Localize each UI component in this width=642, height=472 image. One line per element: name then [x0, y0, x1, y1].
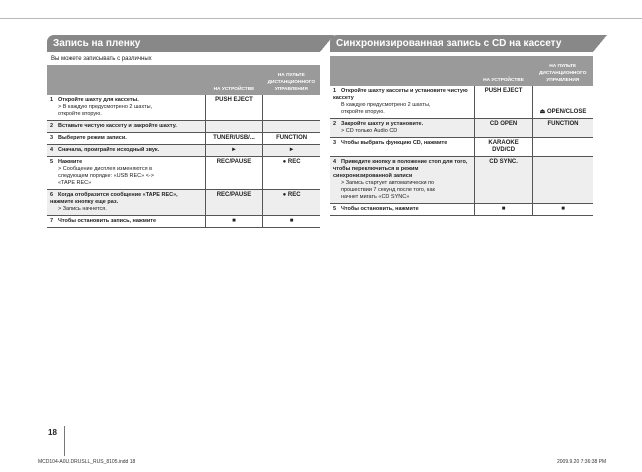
header-tail [593, 35, 607, 52]
table-row [47, 145, 320, 157]
stop-icon: ■ [475, 204, 533, 216]
step-desc [47, 157, 205, 190]
remote-button [533, 157, 594, 204]
table-row [47, 133, 320, 145]
device-button: TUNER/USB/... [205, 133, 262, 145]
section-title-text: Синхронизированная запись с CD на кассету [336, 38, 562, 49]
step-desc [330, 138, 475, 157]
step-desc [330, 86, 475, 119]
top-rule [0, 18, 642, 19]
table-row [47, 216, 320, 228]
step-text: Приведите кнопку в положение стоп для того, чтобы переключиться в режим синхронизированной записи [333, 159, 468, 179]
step-number: 1 [333, 88, 337, 94]
instruction-table [330, 56, 593, 216]
step-desc [330, 157, 475, 204]
device-button: KARAOKE DVD/CD [475, 138, 533, 157]
step-note: > В каждую предусмотрено 2 шахты, [58, 104, 153, 110]
remote-button [533, 138, 594, 157]
col-remote: НА ПУЛЬТЕ ДИСТАНЦИОННОГО УПРАВЛЕНИЯ [263, 65, 320, 95]
remote-button [263, 95, 320, 121]
remote-button: ● REC [263, 190, 320, 216]
step-number: 4 [50, 147, 54, 153]
device-button: PUSH EJECT [205, 95, 262, 121]
step-number: 5 [50, 159, 54, 165]
step-number: 3 [333, 140, 337, 146]
step-desc [330, 119, 475, 138]
remote-button: ● REC [263, 157, 320, 190]
file-info: MCD104-A0U.DRUSLL_RUS_8105.indd 18 [38, 459, 136, 465]
device-button: REC/PAUSE [205, 190, 262, 216]
step-desc [330, 204, 475, 216]
table-row [330, 86, 593, 119]
header-blank [330, 56, 475, 86]
device-button [205, 121, 262, 133]
column-header-row [330, 56, 593, 86]
step-text: Чтобы остановить запись, нажмите [58, 218, 157, 224]
step-desc [47, 216, 205, 228]
remote-button [263, 121, 320, 133]
step-desc [47, 145, 205, 157]
step-number: 1 [50, 97, 54, 103]
step-text: Чтобы остановить, нажмите [341, 206, 419, 212]
header-blank [47, 65, 205, 95]
section-title-text: Запись на пленку [53, 38, 141, 49]
section-title [330, 35, 593, 52]
step-note: > Запись начнется. [58, 206, 107, 212]
page-divider [64, 426, 65, 456]
col-device: НА УСТРОЙСТВЕ [205, 65, 262, 95]
stop-icon: ■ [533, 204, 594, 216]
step-note: начнет мигать «CD SYNC» [341, 194, 410, 200]
device-button: PUSH EJECT [475, 86, 533, 119]
remote-button: ⏏ OPEN/CLOSE [533, 86, 594, 119]
table-row [47, 190, 320, 216]
step-note: > Сообщение дисплея изменяются в [58, 166, 153, 172]
step-number: 2 [333, 121, 337, 127]
page-number: 18 [48, 428, 57, 437]
step-note: «TAPE REC» [58, 180, 92, 186]
step-number: 7 [50, 218, 54, 224]
step-desc [47, 133, 205, 145]
step-text: Когда отобразится сообщение «TAPE REC», нажмите кнопку еще раз. [50, 192, 178, 205]
step-text: Сначала, проиграйте исходный звук. [58, 147, 160, 153]
tape-recording-section [47, 35, 320, 228]
step-note: откройте вторую. [58, 111, 102, 117]
step-text: Выберите режим записи. [58, 135, 127, 141]
table-row [47, 95, 320, 121]
play-icon: ► [263, 145, 320, 157]
print-date: 2009.9.20 7:36:38 PM [557, 459, 607, 465]
remote-button: FUNCTION [263, 133, 320, 145]
step-note: > Запись стартует автоматически по [341, 180, 435, 186]
instruction-table [47, 65, 320, 228]
stop-icon: ■ [263, 216, 320, 228]
step-note: В каждую предусмотрено 2 шахты, [341, 102, 431, 108]
table-row [330, 157, 593, 204]
table-row [330, 119, 593, 138]
device-button: CD SYNC. [475, 157, 533, 204]
col-device: НА УСТРОЙСТВЕ [475, 56, 533, 86]
section-title [47, 35, 320, 52]
section-intro: Вы можете записывать с различных [51, 56, 152, 62]
step-desc [47, 95, 205, 121]
col-remote: НА ПУЛЬТЕ ДИСТАНЦИОННОГО УПРАВЛЕНИЯ [533, 56, 594, 86]
step-text: Вставьте чистую кассету и закройте шахту. [58, 123, 177, 129]
cd-sync-recording-section [330, 35, 593, 216]
step-text: Откройте шахту для кассеты. [58, 97, 139, 103]
step-number: 6 [50, 192, 54, 198]
device-button: CD OPEN [475, 119, 533, 138]
table-row [47, 157, 320, 190]
step-desc [47, 190, 205, 216]
play-icon: ► [205, 145, 262, 157]
table-row [330, 204, 593, 216]
remote-button: FUNCTION [533, 119, 594, 138]
table-row [330, 138, 593, 157]
step-number: 5 [333, 206, 337, 212]
device-button: REC/PAUSE [205, 157, 262, 190]
stop-icon: ■ [205, 216, 262, 228]
column-header-row [47, 65, 320, 95]
step-desc [47, 121, 205, 133]
step-text: Откройте шахту кассеты и установите чистую кассету [333, 88, 468, 101]
step-note: откройте вторую. [341, 109, 385, 115]
step-text: Закройте шахту и установите. [341, 121, 424, 127]
step-text: Чтобы выбрать функцию CD, нажмите [341, 140, 448, 146]
step-number: 3 [50, 135, 54, 141]
step-note: прошествии 7 секунд после того, как [341, 187, 435, 193]
step-note: следующем порядке: «USB REC» <-> [58, 173, 154, 179]
table-row [47, 121, 320, 133]
step-note: > CD только Audio CD [341, 128, 398, 134]
step-text: Нажмите [58, 159, 83, 165]
step-number: 2 [50, 123, 54, 129]
step-number: 4 [333, 159, 337, 165]
